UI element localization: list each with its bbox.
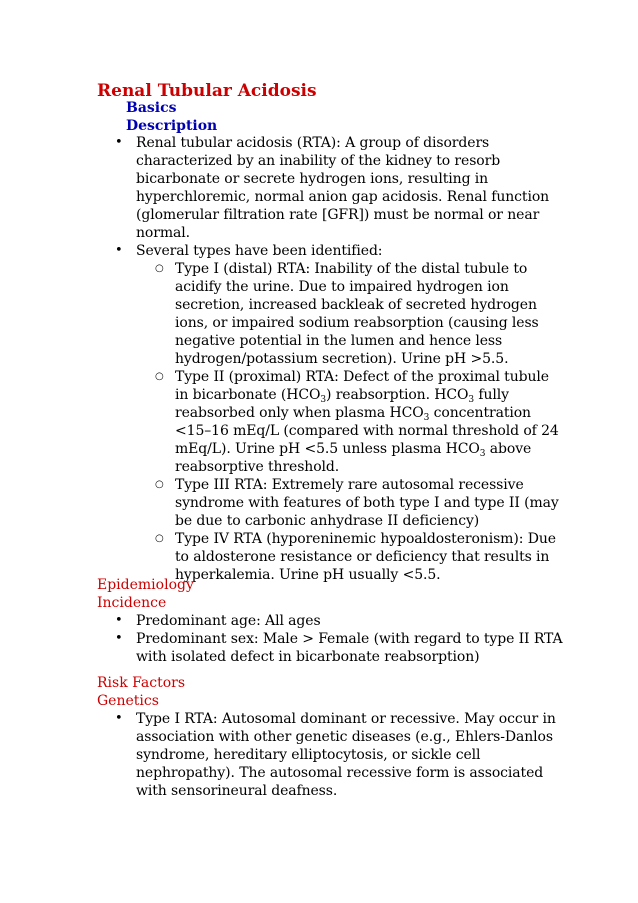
subscript: 3 bbox=[423, 413, 430, 423]
text-line: hydrogen/potassium secretion). Urine pH >5.5. bbox=[175, 351, 509, 367]
type1-paragraph bbox=[175, 260, 539, 368]
text-line: acidify the urine. Due to impaired hydrogen ion bbox=[175, 279, 509, 295]
text-line: reabsorptive threshold. bbox=[175, 459, 340, 475]
text-span: reabsorbed only when plasma HCO bbox=[175, 405, 424, 421]
genetics-heading: Genetics bbox=[97, 693, 159, 709]
text-line bbox=[175, 404, 559, 422]
incidence-item-1 bbox=[136, 612, 321, 630]
circle-bullet-icon: ○ bbox=[155, 479, 164, 490]
epidemiology-heading: Epidemiology bbox=[97, 577, 194, 593]
text-line: Predominant age: All ages bbox=[136, 613, 321, 629]
text-span: fully bbox=[474, 387, 509, 403]
text-line: (glomerular filtration rate [GFR]) must be normal or near bbox=[136, 207, 540, 223]
text-line: association with other genetic diseases (e.g., Ehlers-Danlos bbox=[136, 729, 553, 745]
text-line: bicarbonate or secrete hydrogen ions, resulting in bbox=[136, 171, 489, 187]
text-line: with isolated defect in bicarbonate reabsorption) bbox=[136, 649, 480, 665]
subscript: 3 bbox=[320, 395, 326, 405]
type3-paragraph bbox=[175, 476, 559, 530]
text-span: concentration bbox=[429, 405, 531, 421]
text-line: Type I RTA: Autosomal dominant or recessive. May occur in bbox=[136, 711, 556, 727]
risk-factors-heading: Risk Factors bbox=[97, 675, 186, 691]
text-line: negative potential in the lumen and hence less bbox=[175, 333, 503, 349]
text-line: Renal tubular acidosis (RTA): A group of disorders bbox=[136, 135, 490, 151]
circle-bullet-icon: ○ bbox=[155, 533, 164, 544]
text-line: ions, or impaired sodium reabsorption (causing less bbox=[175, 315, 539, 331]
subscript: 3 bbox=[479, 449, 486, 459]
text-line: nephropathy). The autosomal recessive form is associated bbox=[136, 765, 544, 781]
description-paragraph-2 bbox=[136, 242, 382, 260]
circle-bullet-icon: ○ bbox=[155, 263, 164, 274]
bullet-icon: • bbox=[115, 613, 123, 628]
subscript: 3 bbox=[468, 395, 475, 405]
text-line: secretion, increased backleak of secreted hydrogen bbox=[175, 297, 537, 313]
text-line: <15–16 mEq/L (compared with normal threshold of 24 bbox=[175, 423, 559, 439]
incidence-item-2 bbox=[136, 630, 563, 666]
text-line: be due to carbonic anhydrase II deficiency) bbox=[175, 513, 480, 529]
bullet-icon: • bbox=[115, 243, 123, 258]
text-line bbox=[175, 386, 559, 404]
text-line: with sensorineural deafness. bbox=[136, 783, 338, 799]
text-line: hyperchloremic, normal anion gap acidosis. Renal function bbox=[136, 189, 550, 205]
bullet-icon: • bbox=[115, 135, 123, 150]
type4-paragraph bbox=[175, 530, 556, 584]
text-line: Type III RTA: Extremely rare autosomal recessive bbox=[175, 477, 524, 493]
circle-bullet-icon: ○ bbox=[155, 371, 164, 382]
incidence-heading: Incidence bbox=[97, 595, 167, 611]
description-heading: Description bbox=[126, 118, 218, 134]
text-line bbox=[175, 440, 559, 458]
basics-heading: Basics bbox=[126, 100, 177, 116]
page-title: Renal Tubular Acidosis bbox=[97, 81, 317, 101]
bullet-icon: • bbox=[115, 711, 123, 726]
text-span: mEq/L). Urine pH <5.5 unless plasma HCO bbox=[175, 441, 480, 457]
text-line: Several types have been identified: bbox=[136, 243, 383, 259]
genetics-item-1 bbox=[136, 710, 556, 800]
text-line: Type II (proximal) RTA: Defect of the proximal tubule bbox=[175, 369, 549, 385]
text-line: hyperkalemia. Urine pH usually <5.5. bbox=[175, 567, 441, 583]
text-line: normal. bbox=[136, 225, 190, 241]
text-span: in bicarbonate (HCO bbox=[175, 387, 321, 403]
text-span: ) reabsorption. HCO bbox=[325, 387, 469, 403]
bullet-icon: • bbox=[115, 631, 123, 646]
type2-paragraph bbox=[175, 368, 559, 476]
text-line: to aldosterone resistance or deficiency that results in bbox=[175, 549, 550, 565]
text-line: Type IV RTA (hyporeninemic hypoaldosteronism): Due bbox=[175, 531, 556, 547]
text-line: characterized by an inability of the kidney to resorb bbox=[136, 153, 501, 169]
text-line: Type I (distal) RTA: Inability of the distal tubule to bbox=[175, 261, 528, 277]
description-paragraph-1 bbox=[136, 134, 549, 242]
text-span: above bbox=[485, 441, 532, 457]
text-line: syndrome with features of both type I and type II (may bbox=[175, 495, 559, 511]
text-line: Predominant sex: Male > Female (with regard to type II RTA bbox=[136, 631, 563, 647]
text-line: syndrome, hereditary elliptocytosis, or sickle cell bbox=[136, 747, 481, 763]
